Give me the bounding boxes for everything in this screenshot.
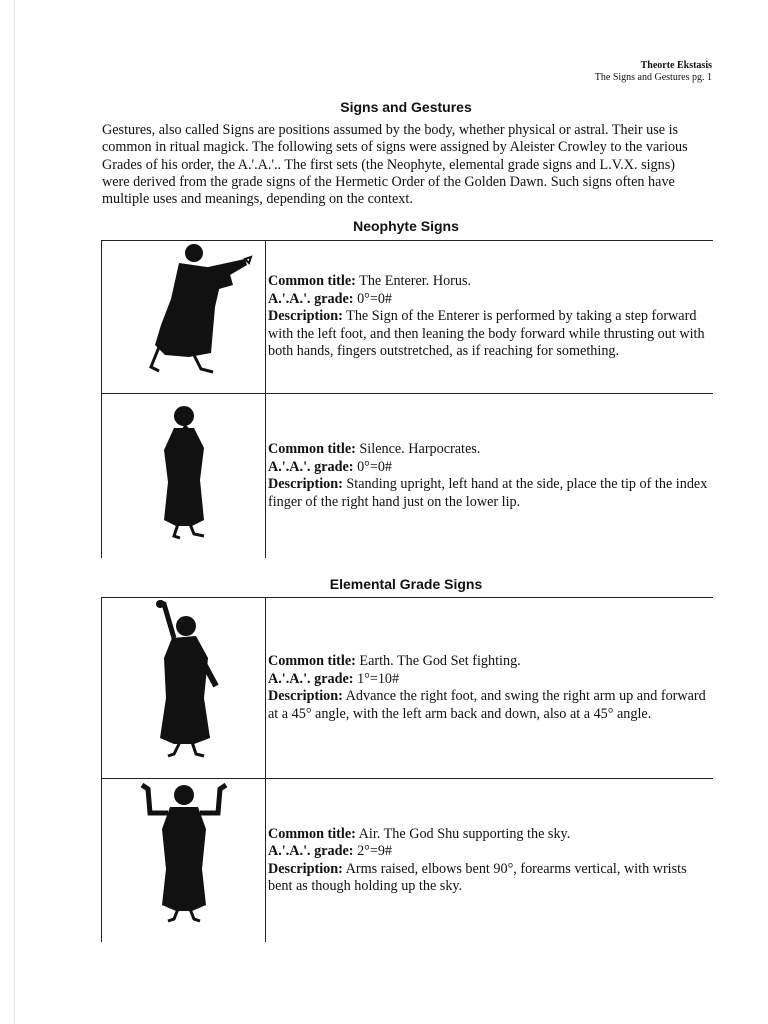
section-heading-neophyte: Neophyte Signs — [353, 218, 459, 234]
description-label: Description: — [268, 308, 343, 325]
figure-cell — [102, 241, 266, 393]
description-label: Description: — [268, 688, 343, 704]
grade-value: 0°=0# — [357, 458, 393, 475]
description-value: The Sign of the Enterer is performed by taking a step forward with the left foot, and then leaning the body forward while thrusting out with both hands, fingers outstretched, as if reaching for something. — [268, 308, 705, 360]
common-title-label: Common title: — [268, 441, 356, 457]
sign-description — [266, 598, 713, 778]
grade-value: 1°=10# — [357, 670, 400, 687]
description-value: Advance the right foot, and swing the right arm up and forward at a 45° angle, with the left arm back and down, also at a 45° angle. — [268, 688, 706, 722]
common-title-value: Silence. Harpocrates. — [359, 441, 481, 457]
common-title-label: Common title: — [268, 273, 356, 290]
description-value: Arms raised, elbows bent 90°, forearms vertical, with wrists bent as though holding up the sky. — [268, 860, 687, 894]
figure-cell — [102, 394, 266, 558]
sign-description — [266, 779, 713, 942]
grade-label: A.'.A.'. grade: — [268, 670, 354, 687]
figure-cell — [102, 779, 266, 942]
running-header — [595, 60, 712, 84]
earth-figure — [134, 598, 234, 763]
common-title-value: The Enterer. Horus. — [359, 273, 472, 290]
common-title-value: Earth. The God Set fighting. — [359, 653, 521, 669]
figure-cell — [102, 598, 266, 778]
air-figure — [134, 779, 234, 924]
intro-paragraph: Gestures, also called Signs are positions assumed by the body, whether physical or astral. Their use is common in ritual magick. The following sets of signs were assigned by Aleister Crowley to the various Grades of his order, the A.'.A.'.. The first sets (the Neophyte, elemental grade signs and L.V.X. signs) were derived from the grade signs of the Hermetic Order of the Golden Dawn. Such signs often have multiple uses and meanings, depending on the context. — [102, 122, 688, 208]
grade-label: A.'.A.'. grade: — [268, 458, 354, 475]
grade-label: A.'.A.'. grade: — [268, 843, 354, 859]
page-title: Signs and Gestures — [340, 99, 472, 115]
common-title-label: Common title: — [268, 825, 356, 842]
sign-description — [266, 394, 713, 558]
header-author: Theorte Ekstasis — [640, 60, 712, 71]
description-label: Description: — [268, 860, 343, 877]
description-value: Standing upright, left hand at the side, place the tip of the index finger of the right hand just on the lower lip. — [268, 476, 708, 510]
grade-value: 0°=0# — [357, 290, 393, 307]
sign-row-enterer — [102, 241, 713, 394]
common-title-value: Air. The God Shu supporting the sky. — [358, 825, 571, 842]
neophyte-signs-table — [101, 240, 713, 558]
grade-label: A.'.A.'. grade: — [268, 290, 354, 307]
sign-row-air — [102, 779, 713, 942]
elemental-signs-table — [101, 597, 713, 942]
header-page-ref: The Signs and Gestures pg. 1 — [594, 72, 712, 83]
sign-row-earth — [102, 598, 713, 779]
description-label: Description: — [268, 476, 343, 492]
silence-figure — [134, 400, 234, 540]
grade-value: 2°=9# — [357, 843, 393, 859]
section-heading-elemental: Elemental Grade Signs — [329, 576, 483, 592]
page-edge — [14, 0, 15, 1024]
sign-row-silence — [102, 394, 713, 558]
enterer-figure — [109, 241, 259, 376]
sign-description — [266, 241, 713, 393]
common-title-label: Common title: — [268, 653, 356, 669]
